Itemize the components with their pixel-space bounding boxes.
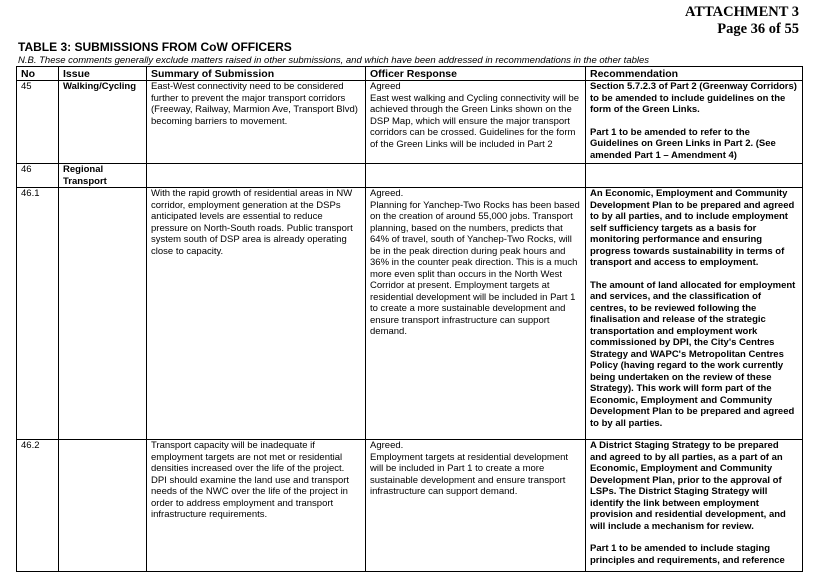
recommendation-paragraph: Part 1 to be amended to refer to the Guidelines on Green Links in Part 2. (See amended Part 1 – Amendment 4): [590, 126, 776, 161]
row-summary: Transport capacity will be inadequate if employment targets are not met or residential densities increased over the life of the project. DPI should examine the land use and transport needs of the NWC over the life of the project in order to address employment and transport infrastructure requirements.: [147, 440, 366, 572]
table-row: [17, 164, 803, 188]
recommendation-paragraph: Part 1 to be amended to include staging principles and requirements, and reference: [590, 543, 785, 566]
response-line: Employment targets at residential development will be included in Part 1 to create a more sustainable development and ensure transport infrastructure can support demand.: [370, 451, 569, 497]
row-summary: With the rapid growth of residential areas in NW corridor, employment generation at the DSPs anticipated levels are essential to reduce pressure on North-South roads. Public transport system south of DSP area is already operating close to capacity.: [147, 188, 366, 440]
table-note: N.B. These comments generally exclude matters raised in other submissions, and which have been addressed in recommendations in the other tables: [18, 55, 650, 66]
row-number: 45: [17, 81, 59, 164]
row-number: 46.1: [17, 188, 59, 440]
recommendation-paragraph: A District Staging Strategy to be prepared and agreed to by all parties, as a part of an Economic, Employment and Community Development Plan, prior to the approval of LSPs. The District Staging Strategy will identify the link between employment provision and residential development, and will include a mechanism for review.: [590, 440, 786, 532]
row-recommendation: [586, 188, 803, 440]
table-row: [17, 440, 803, 572]
column-header-no: No: [17, 67, 59, 81]
column-header-response: Officer Response: [366, 67, 586, 81]
response-line: East west walking and Cycling connectivity will be achieved through the Green Links shown on the DSP Map, which will ensure the major transport corridors can be crossed. Guidelines for the form of the Green Links will be included in Part 2: [370, 92, 580, 150]
column-header-recommendation: Recommendation: [586, 67, 803, 81]
row-response: [366, 164, 586, 188]
table-header-row: [17, 67, 803, 81]
row-response: [366, 81, 586, 164]
row-issue: Walking/Cycling: [59, 81, 147, 164]
column-header-summary: Summary of Submission: [147, 67, 366, 81]
recommendation-paragraph: An Economic, Employment and Community Development Plan to be prepared and agreed to by all parties, and to include employment self sufficiency targets as a basis for monitoring performance and ensuring progress towards sustainability in terms of transport and access to employment.: [590, 188, 795, 268]
response-line: Agreed.: [370, 188, 404, 199]
row-number: 46: [17, 164, 59, 188]
row-summary: East-West connectivity need to be considered further to prevent the major transport corridors (Freeway, Railway, Marmion Ave, Transport Blvd) becoming barriers to movement.: [147, 81, 366, 164]
column-header-issue: Issue: [59, 67, 147, 81]
attachment-header: [685, 4, 799, 38]
attachment-label: ATTACHMENT 3: [685, 4, 799, 20]
page-number: Page 36 of 55: [717, 21, 799, 37]
row-summary: [147, 164, 366, 188]
response-line: Agreed.: [370, 440, 404, 451]
row-issue: Regional Transport: [59, 164, 147, 188]
row-response: [366, 440, 586, 572]
row-recommendation: [586, 164, 803, 188]
row-issue: [59, 440, 147, 572]
submissions-table: [16, 66, 803, 572]
recommendation-paragraph: The amount of land allocated for employment and services, and the classification of centres, to be reviewed following the finalisation and release of the strategic transportation and employment work commissioned by DPI, the City's Centres Strategy and WAPC's Metropolitan Centres Policy (having regard to the work currently being undertaken on the review of these Strategy). This work will form part of the Economic, Employment and Community Development Plan to be prepared and agreed to by all parties.: [590, 279, 796, 429]
table-row: [17, 188, 803, 440]
response-line: Agreed: [370, 81, 401, 92]
row-number: 46.2: [17, 440, 59, 572]
response-line: Planning for Yanchep-Two Rocks has been based on the creation of around 55,000 jobs. Transport planning, based on the numbers, predicts that 64% of travel, south of Yanchep-Two Rocks, will be in the peak direction during peak hours and 36% in the counter peak direction. This is a much more even split than occurs in the North West Corridor at present. Employment targets at residential development will be included in Part 1 to create a more sustainable development and ensure transport infrastructure can support demand.: [370, 199, 580, 337]
recommendation-paragraph: Section 5.7.2.3 of Part 2 (Greenway Corridors) to be amended to include guidelines on the form of the Green Links.: [590, 81, 797, 115]
row-recommendation: [586, 440, 803, 572]
row-recommendation: [586, 81, 803, 164]
row-response: [366, 188, 586, 440]
table-row: [17, 81, 803, 164]
table-title: TABLE 3: SUBMISSIONS FROM CoW OFFICERS: [18, 40, 292, 54]
row-issue: [59, 188, 147, 440]
